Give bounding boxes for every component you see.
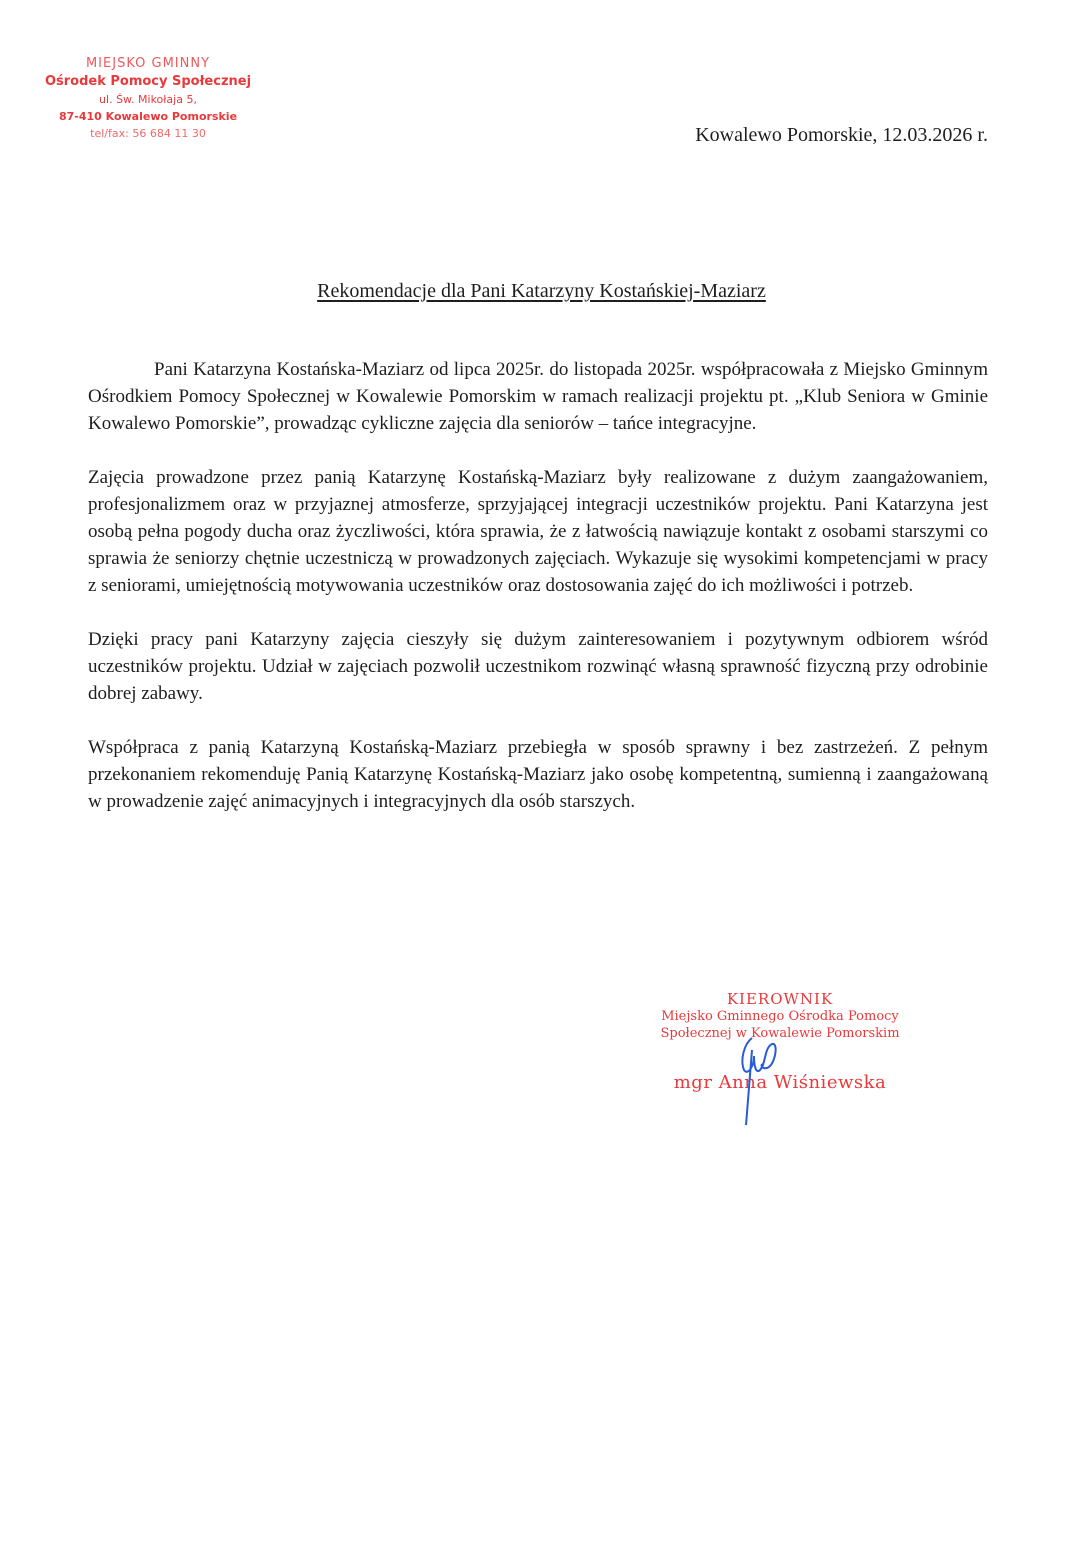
- stamp-line-4: 87-410 Kowalewo Pomorskie: [58, 110, 238, 123]
- signature-stamp: [620, 990, 940, 1093]
- stamp-line-2: Ośrodek Pomocy Społecznej: [44, 74, 252, 89]
- paragraph-2: Zajęcia prowadzone przez panią Katarzynę Kostańską-Maziarz były realizowane z dużym zaangażowaniem, profesjonalizmem oraz w przyjaznej atmosferze, sprzyjającej integracji uczestników projektu. Pani Katarzyna jest osobą pełna pogody ducha oraz życzliwości, która sprawia, że z łatwością nawiązuje kontakt z osobami starszymi co sprawia że seniorzy chętnie uczestniczą w prowadzonych zajęciach. Wykazuje się wysokimi kompetencjami w pracy z seniorami, umiejętnością motywowania uczestników oraz dostosowania zajęć do ich możliwości i potrzeb.: [88, 467, 988, 596]
- place-and-date: Kowalewo Pomorskie, 12.03.2026 r.: [695, 124, 988, 146]
- stamp-line-5: tel/fax: 56 684 11 30: [90, 127, 206, 140]
- letter-body: [88, 356, 988, 842]
- stamp-line-1: MIEJSKO GMINNY: [85, 56, 211, 71]
- signature-role: KIEROWNIK: [726, 990, 834, 1008]
- signature-org-line-2: Społecznej w Kowalewie Pomorskim: [660, 1026, 900, 1041]
- paragraph-3: Dzięki pracy pani Katarzyny zajęcia cieszyły się dużym zainteresowaniem i pozytywnym odbiorem wśród uczestników projektu. Udział w zajęciach pozwolił uczestnikom rozwinąć własną sprawność fizyczną przy odrobinie dobrej zabawy.: [88, 629, 988, 704]
- organization-stamp: [28, 55, 268, 142]
- handwritten-signature-icon: [730, 1030, 780, 1130]
- stamp-line-3: ul. Św. Mikołaja 5,: [99, 93, 197, 106]
- paragraph-4: Współpraca z panią Katarzyną Kostańską-Maziarz przebiegła w sposób sprawny i bez zastrzeżeń. Z pełnym przekonaniem rekomenduję Panią Katarzynę Kostańską-Maziarz jako osobę kompetentną, sumienną i zaangażowaną w prowadzenie zajęć animacyjnych i integracyjnych dla osób starszych.: [88, 737, 988, 812]
- paragraph-1: Pani Katarzyna Kostańska-Maziarz od lipca 2025r. do listopada 2025r. współpracowała z Miejsko Gminnym Ośrodkiem Pomocy Społecznej w Kowalewie Pomorskim w ramach realizacji projektu pt. „Klub Seniora w Gminie Kowalewo Pomorskie”, prowadząc cykliczne zajęcia dla seniorów – tańce integracyjne.: [88, 359, 988, 434]
- signature-org-line-1: Miejsko Gminnego Ośrodka Pomocy: [661, 1009, 899, 1024]
- signatory-name: mgr Anna Wiśniewska: [673, 1072, 887, 1093]
- document-title: Rekomendacje dla Pani Katarzyny Kostańskiej-Maziarz: [317, 280, 766, 302]
